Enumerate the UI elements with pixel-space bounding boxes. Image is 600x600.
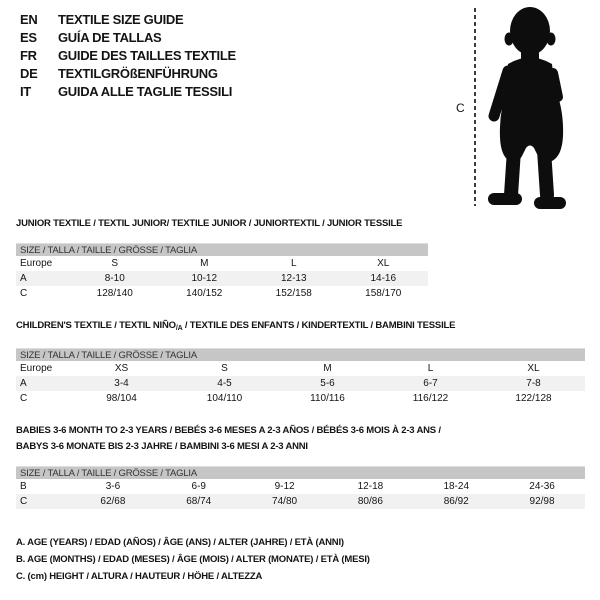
language-code: EN (20, 12, 38, 27)
language-row-fr (20, 47, 236, 65)
toddler-silhouette-icon (480, 0, 600, 215)
language-code: FR (20, 48, 37, 63)
table-cell: 62/68 (100, 496, 126, 507)
junior-section-title: JUNIOR TEXTILE / TEXTIL JUNIOR/ TEXTILE JUNIOR / JUNIORTEXTIL / JUNIOR TESSILE (16, 218, 403, 229)
table-cell: 68/74 (186, 496, 212, 507)
table-cell: L (427, 363, 434, 374)
table-cell: 86/92 (443, 496, 469, 507)
table-cell: XL (377, 258, 390, 269)
table-cell: 152/158 (275, 288, 312, 299)
table-cell: M (323, 363, 332, 374)
table-row-height (16, 494, 585, 509)
babies-title-line1: BABIES 3-6 MONTH TO 2-3 YEARS / BEBÉS 3-6 MESES A 2-3 AÑOS / BÉBÉS 3-6 MOIS À 2-3 ANS / (16, 425, 441, 436)
language-list (20, 11, 236, 101)
size-header-bar: SIZE / TALLA / TAILLE / GRÖSSE / TAGLIA (16, 466, 585, 479)
table-row-months (16, 479, 585, 494)
table-cell: S (221, 363, 228, 374)
baby-figure (440, 0, 600, 215)
babies-title-line2: BABYS 3-6 MONATE BIS 2-3 JAHRE / BAMBINI 3-6 MESI A 2-3 ANNI (16, 441, 308, 452)
table-cell: 8-10 (104, 273, 125, 284)
table-cell: 12-18 (357, 481, 384, 492)
table-row-europe (16, 361, 585, 376)
size-header-bar: SIZE / TALLA / TAILLE / GRÖSSE / TAGLIA (16, 243, 428, 256)
table-cell: 92/98 (529, 496, 555, 507)
row-label: Europe (20, 258, 53, 269)
table-cell: 7-8 (526, 378, 541, 389)
table-cell: 5-6 (320, 378, 335, 389)
language-title: TEXTILGRÖßENFÜHRUNG (58, 66, 218, 81)
table-row-height (16, 286, 428, 301)
table-cell: 116/122 (412, 393, 449, 404)
row-label: C (20, 496, 28, 507)
table-cell: S (111, 258, 119, 269)
language-row-it (20, 83, 236, 101)
language-code: DE (20, 66, 38, 81)
table-row-height (16, 391, 585, 406)
table-cell: 10-12 (191, 273, 218, 284)
children-size-table (16, 348, 585, 406)
row-label: C (20, 288, 28, 299)
row-label: C (20, 393, 28, 404)
junior-size-table (16, 243, 428, 301)
table-cell: 104/110 (206, 393, 243, 404)
language-code: ES (20, 30, 37, 45)
babies-size-table (16, 466, 585, 509)
row-label: A (20, 273, 27, 284)
row-label: A (20, 378, 27, 389)
table-cell: 74/80 (272, 496, 298, 507)
table-cell: M (200, 258, 209, 269)
children-title-prefix: CHILDREN'S TEXTILE / TEXTIL NIÑO (16, 320, 176, 331)
table-cell: 9-12 (274, 481, 295, 492)
legend-line-c: C. (cm) HEIGHT / ALTURA / HAUTEUR / HÖHE / ALTEZZA (16, 571, 263, 582)
table-cell: 4-5 (217, 378, 232, 389)
table-cell: 12-13 (280, 273, 307, 284)
height-label: C (456, 101, 465, 115)
babies-section-title (16, 423, 441, 455)
row-label: B (20, 481, 27, 492)
language-code: IT (20, 84, 31, 99)
language-title: GUÍA DE TALLAS (58, 30, 162, 45)
language-row-en (20, 11, 236, 29)
table-cell: 158/170 (365, 288, 402, 299)
language-row-de (20, 65, 236, 83)
table-cell: 3-6 (105, 481, 121, 492)
table-cell: XL (527, 363, 540, 374)
table-cell: 110/116 (310, 393, 345, 404)
children-title-sub: /A (175, 325, 183, 332)
table-cell: 6-9 (191, 481, 206, 492)
table-cell: XS (114, 363, 129, 374)
children-title-suffix: / TEXTILE DES ENFANTS / KINDERTEXTIL / BAMBINI TESSILE (182, 320, 456, 331)
table-cell: 18-24 (443, 481, 470, 492)
height-measure-line (474, 8, 476, 206)
table-cell: 140/152 (186, 288, 223, 299)
language-title: GUIDE DES TAILLES TEXTILE (58, 48, 236, 63)
children-section-title (16, 318, 455, 337)
language-title: GUIDA ALLE TAGLIE TESSILI (58, 84, 233, 99)
table-cell: L (290, 258, 297, 269)
table-cell: 80/86 (357, 496, 383, 507)
size-header-bar: SIZE / TALLA / TAILLE / GRÖSSE / TAGLIA (16, 348, 585, 361)
row-label: Europe (20, 363, 53, 374)
table-row-europe (16, 256, 428, 271)
legend (16, 534, 370, 585)
table-cell: 6-7 (423, 378, 438, 389)
table-cell: 98/104 (106, 393, 137, 404)
table-cell: 128/140 (96, 288, 133, 299)
table-cell: 24-36 (529, 481, 555, 492)
language-row-es (20, 29, 236, 47)
legend-line-a: A. AGE (YEARS) / EDAD (AÑOS) / ÂGE (ANS) / ALTER (JAHRE) / ETÀ (ANNI) (16, 537, 344, 548)
legend-line-b: B. AGE (MONTHS) / EDAD (MESES) / ÂGE (MOIS) / ALTER (MONATE) / ETÀ (MESI) (16, 554, 370, 565)
table-cell: 14-16 (370, 273, 397, 284)
table-cell: 122/128 (515, 393, 552, 404)
table-row-age (16, 271, 428, 286)
table-cell: 3-4 (114, 378, 129, 389)
table-row-age (16, 376, 585, 391)
language-title: TEXTILE SIZE GUIDE (58, 12, 184, 27)
